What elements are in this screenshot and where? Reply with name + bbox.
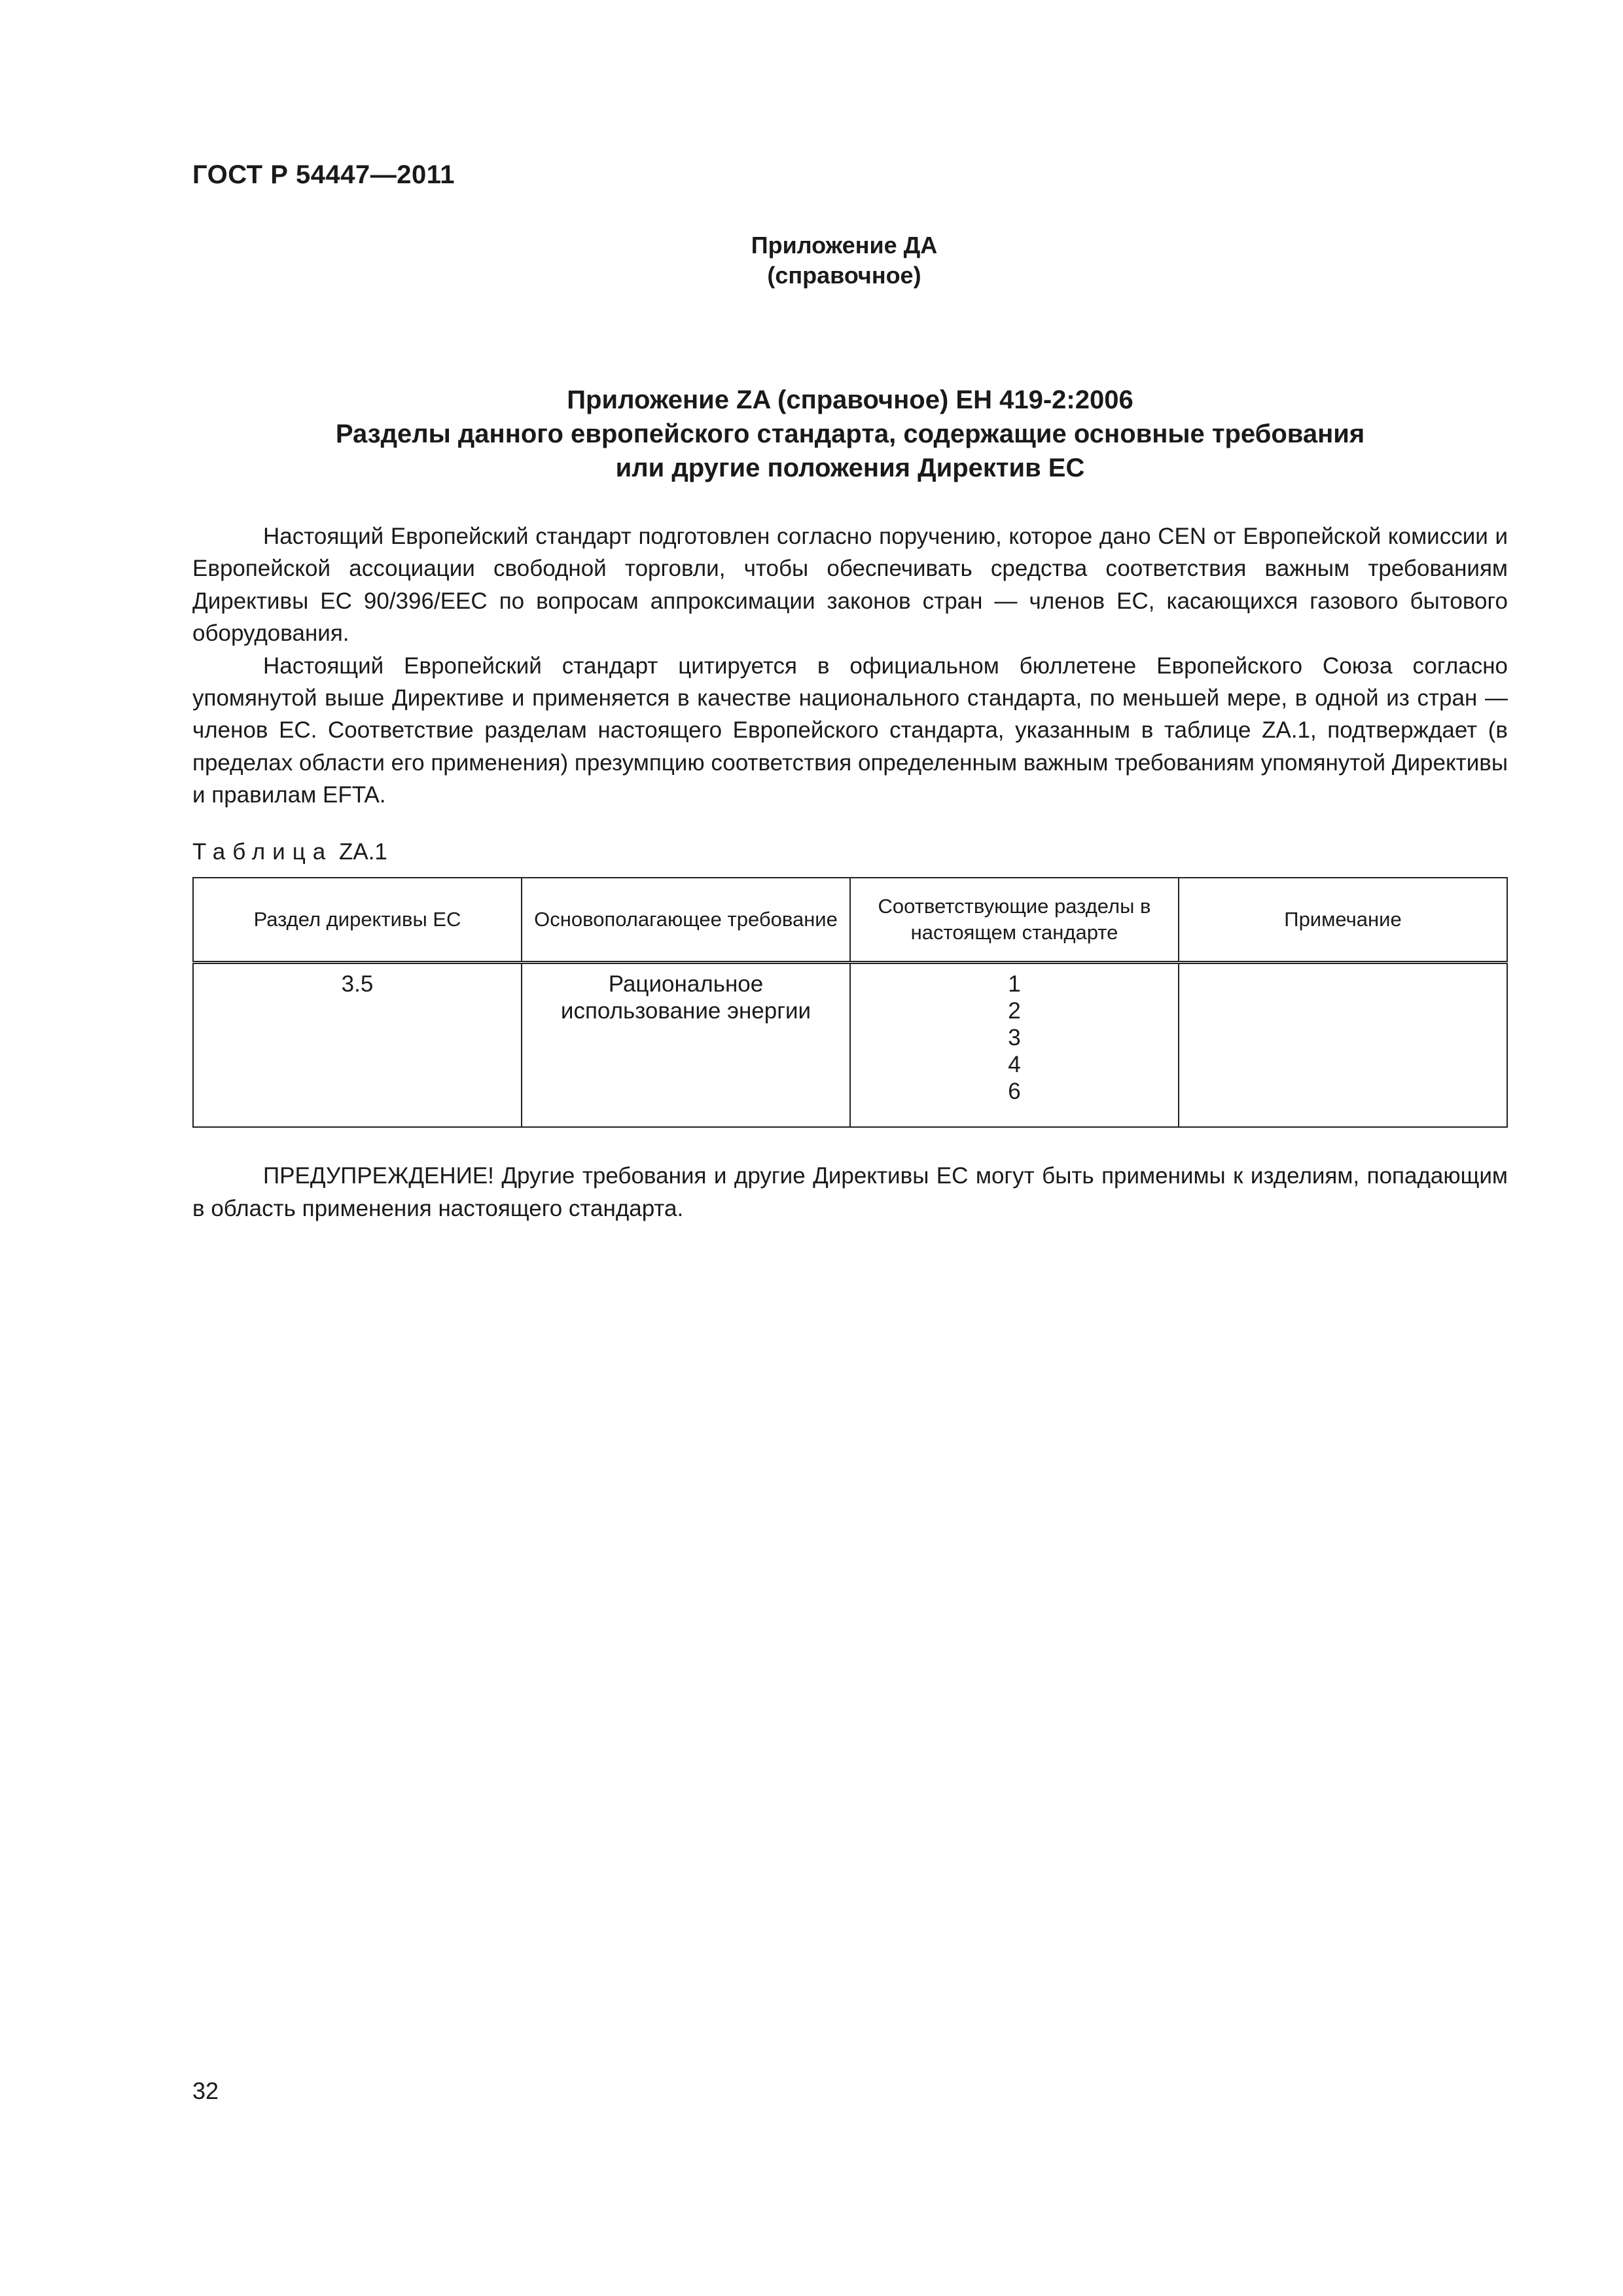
header-note: Примечание [1179, 878, 1507, 963]
body-paragraph-2: Настоящий Европейский стандарт цитируется в официальном бюллетене Европейского Союза согласно упомянутой выше Директиве и применяется в качестве национального стандарта, по меньшей мере, в одной из стран — членов ЕС. Соответствие разделам настоящего Европейского стандарта, указанным в таблице ZA.1, подтверждает (в пределах области его применения) презумпцию соответствия определенным важным требованиям упомянутой Директивы и правилам EFTA. [192, 653, 1508, 808]
table-header-row [193, 878, 1507, 963]
warning-text: ПРЕДУПРЕЖДЕНИЕ! Другие требования и другие Директивы ЕС могут быть применимы к изделиям, попадающим в область применения настоящего стандарта. [192, 1163, 1508, 1221]
table-caption [192, 838, 387, 867]
section-title-line-1: Приложение ZA (справочное) ЕН 419-2:2006 [567, 386, 1133, 414]
clause-item: 4 [1008, 1052, 1021, 1077]
warning-block [192, 1160, 1508, 1225]
cell-directive-section: 3.5 [193, 963, 522, 1128]
section-title-line-2: Разделы данного европейского стандарта, содержащие основные требования [335, 420, 1365, 448]
cell-essential-requirement [522, 963, 850, 1128]
annex-title: Приложение ДА [751, 232, 938, 259]
requirement-line-1: Рациональное [608, 971, 764, 997]
section-title [192, 383, 1508, 485]
document-code: ГОСТ Р 54447—2011 [192, 160, 455, 189]
cell-note [1179, 963, 1507, 1128]
table-za1 [192, 877, 1508, 1128]
cell-corresponding-clauses [850, 963, 1179, 1128]
clause-item: 3 [1008, 1025, 1021, 1050]
body-text [192, 520, 1508, 812]
clause-item: 2 [1008, 998, 1021, 1024]
clause-item: 6 [1008, 1079, 1021, 1104]
header-essential-requirement: Основополагающее требование [522, 878, 850, 963]
body-paragraph-1: Настоящий Европейский стандарт подготовлен согласно поручению, которое дано CEN от Европейской комиссии и Европейской ассоциации свободной торговли, чтобы обеспечивать средства соответствия важным требованиям Директивы ЕС 90/396/ЕЕС по вопросам аппроксимации законов стран — членов ЕС, касающихся газового бытового оборудования. [192, 524, 1508, 647]
section-title-line-3: или другие положения Директив ЕС [615, 454, 1085, 482]
table-row [193, 963, 1507, 1128]
table-caption-word: Таблица [192, 839, 333, 865]
requirement-line-2: использование энергии [560, 998, 812, 1024]
annex-type: (справочное) [767, 262, 921, 289]
clause-item: 1 [1008, 971, 1021, 997]
annex-heading [713, 230, 975, 291]
table-caption-id: ZA.1 [338, 839, 387, 865]
header-directive-section: Раздел директивы ЕС [193, 878, 522, 963]
page-number: 32 [192, 2077, 219, 2104]
header-corresponding-clauses: Соответствующие разделы в настоящем стандарте [850, 878, 1179, 963]
